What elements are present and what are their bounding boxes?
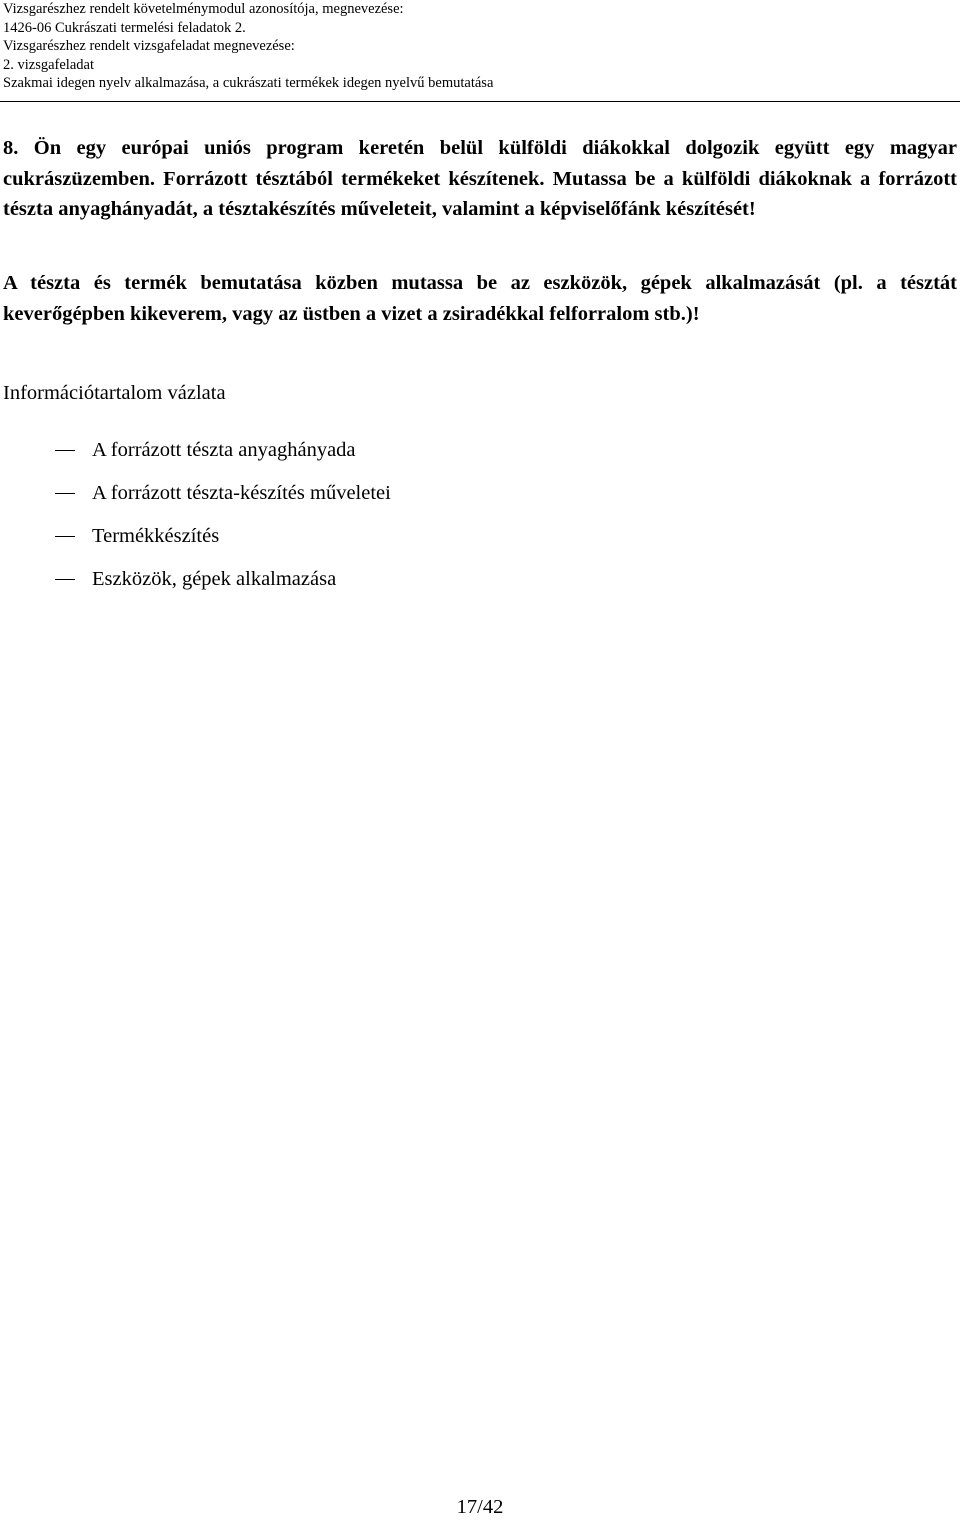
info-outline-title: Információtartalom vázlata [3, 382, 226, 404]
task-paragraph-1: 8. Ön egy európai uniós program keretén belül külföldi diákokkal dolgozik együtt egy magyar cukrászüzemben. Forrázott tésztából termékeket készítenek. Mutassa be a külföldi diákoknak a forrázott tészta anyaghányadát, a tésztakészítés műveleteit, valamint a képviselőfánk készítését! [3, 137, 957, 221]
header-task-name: Szakmai idegen nyelv alkalmazása, a cukrászati termékek idegen nyelvű bemutatása [3, 75, 494, 92]
header-divider [0, 101, 960, 102]
list-item-text: A forrázott tészta-készítés műveletei [92, 482, 391, 504]
header-task-label: Vizsgarészhez rendelt vizsgafeladat megnevezése: [3, 38, 295, 55]
page-number: 17/42 [456, 1496, 504, 1518]
list-item-text: Eszközök, gépek alkalmazása [92, 568, 337, 590]
list-item [55, 435, 391, 478]
list-item [55, 564, 391, 607]
header-module-label: Vizsgarészhez rendelt követelménymodul azonosítója, megnevezése: [3, 1, 404, 17]
info-outline-list [55, 435, 391, 607]
document-header [3, 0, 953, 93]
list-item-text: Termékkészítés [92, 525, 220, 547]
list-item [55, 478, 391, 521]
list-item [55, 521, 391, 564]
task-paragraph-2: A tészta és termék bemutatása közben mutassa be az eszközök, gépek alkalmazását (pl. a tésztát keverőgépben kikeverem, vagy az üstben a vizet a zsiradékkal felforralom stb.)! [3, 272, 957, 325]
dash-bullet-icon [55, 579, 75, 580]
header-task-number: 2. vizsgafeladat [3, 56, 94, 73]
dash-bullet-icon [55, 536, 75, 537]
header-module-name: 1426-06 Cukrászati termelési feladatok 2. [3, 19, 246, 36]
dash-bullet-icon [55, 450, 75, 451]
dash-bullet-icon [55, 493, 75, 494]
list-item-text: A forrázott tészta anyaghányada [92, 439, 356, 461]
